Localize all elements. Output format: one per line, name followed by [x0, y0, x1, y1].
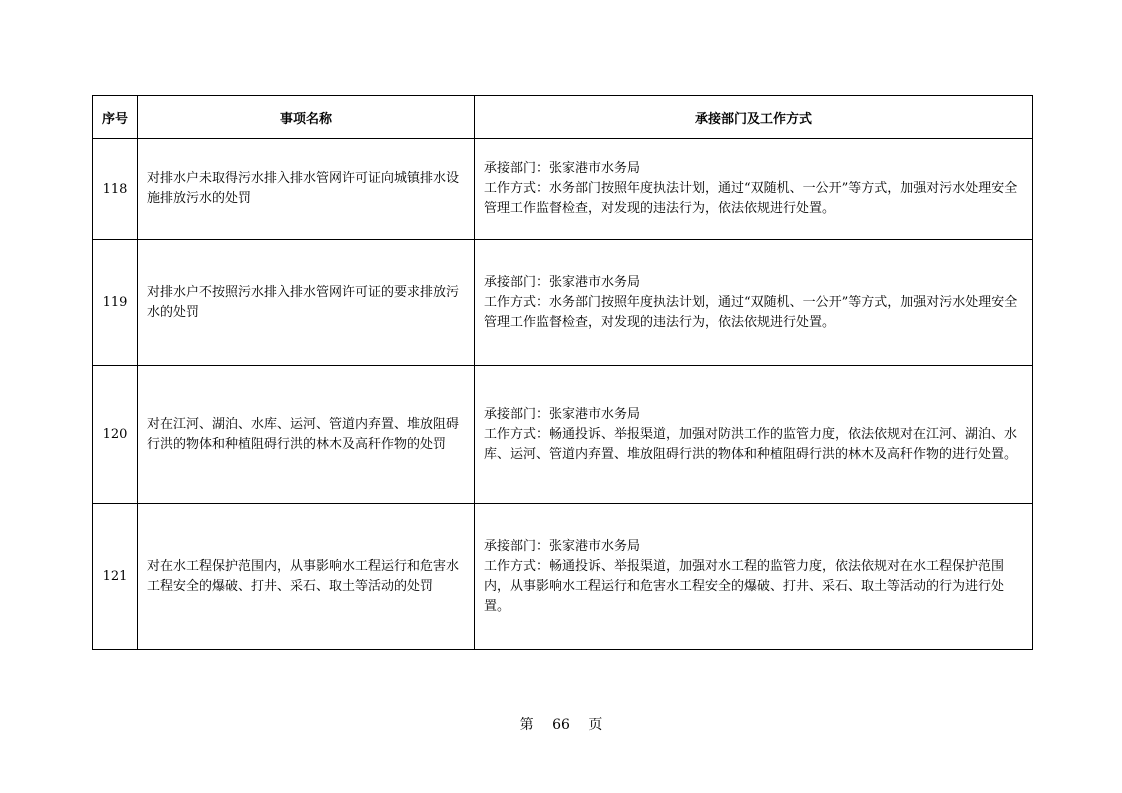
row-number: 121	[93, 504, 138, 650]
row-item-name: 对在江河、湖泊、水库、运河、管道内弃置、堆放阻碍行洪的物体和种植阻碍行洪的林木及高秆作物的处罚	[138, 366, 475, 504]
page-prefix: 第	[519, 717, 534, 733]
table-row	[93, 240, 1033, 366]
row-work-method: 工作方式：畅通投诉、举报渠道，加强对水工程的监管力度，依法依规对在水工程保护范围内，从事影响水工程运行和危害水工程安全的爆破、打井、采石、取土等活动的行为进行处置。	[484, 558, 1005, 614]
row-item-name: 对排水户不按照污水排入排水管网许可证的要求排放污水的处罚	[138, 240, 475, 366]
row-number: 119	[93, 240, 138, 366]
row-work-method: 工作方式：畅通投诉、举报渠道，加强对防洪工作的监管力度，依法依规对在江河、湖泊、水库、运河、管道内弃置、堆放阻碍行洪的物体和种植阻碍行洪的林木及高秆作物的进行处置。	[484, 426, 1018, 462]
row-department-cell	[475, 504, 1033, 650]
row-department-cell	[475, 366, 1033, 504]
header-item-name: 事项名称	[138, 96, 475, 139]
row-item-name: 对排水户未取得污水排入排水管网许可证向城镇排水设施排放污水的处罚	[138, 139, 475, 240]
row-department-cell	[475, 240, 1033, 366]
row-number: 120	[93, 366, 138, 504]
header-department-method: 承接部门及工作方式	[475, 96, 1033, 139]
row-department-cell	[475, 139, 1033, 240]
row-item-name: 对在水工程保护范围内，从事影响水工程运行和危害水工程安全的爆破、打井、采石、取土等活动的处罚	[138, 504, 475, 650]
table-header-row	[93, 96, 1033, 139]
page-footer	[0, 714, 1122, 734]
row-work-method: 工作方式：水务部门按照年度执法计划，通过“双随机、一公开”等方式，加强对污水处理安全管理工作监督检查，对发现的违法行为，依法依规进行处置。	[484, 181, 1018, 216]
row-number: 118	[93, 139, 138, 240]
page-suffix: 页	[588, 717, 603, 733]
row-department: 承接部门：张家港市水务局	[484, 274, 641, 290]
table-row	[93, 504, 1033, 650]
table-row	[93, 366, 1033, 504]
row-department: 承接部门：张家港市水务局	[484, 406, 641, 422]
row-department: 承接部门：张家港市水务局	[484, 161, 641, 176]
items-table	[92, 95, 1033, 650]
table-row	[93, 139, 1033, 240]
page-number: 66	[552, 717, 570, 733]
row-department: 承接部门：张家港市水务局	[484, 538, 641, 554]
row-work-method: 工作方式：水务部门按照年度执法计划，通过“双随机、一公开”等方式，加强对污水处理安全管理工作监督检查，对发现的违法行为，依法依规进行处置。	[484, 294, 1018, 330]
header-number: 序号	[93, 96, 138, 139]
